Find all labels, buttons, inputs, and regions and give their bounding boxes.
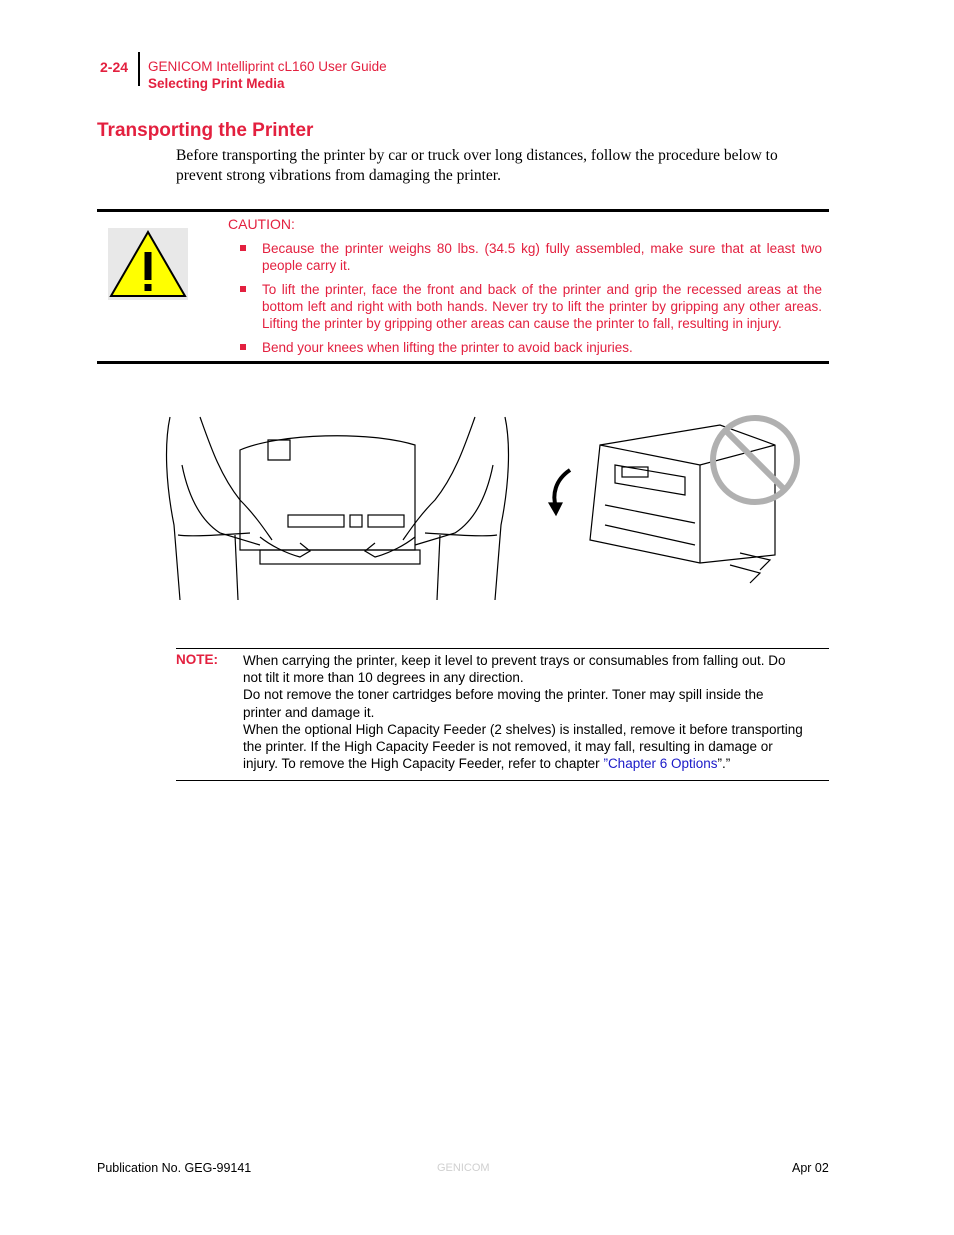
caution-item-text: Because the printer weighs 80 lbs. (34.5 kg) fully assembled, make sure that at least two people carry it. xyxy=(262,241,822,273)
caution-item-text: Bend your knees when lifting the printer to avoid back injuries. xyxy=(262,340,633,355)
publication-number: Publication No. GEG-99141 xyxy=(97,1161,252,1175)
caution-label: CAUTION: xyxy=(228,216,295,232)
note-line xyxy=(243,721,803,773)
bullet-square-icon xyxy=(240,286,246,292)
caution-item-text: To lift the printer, face the front and back of the printer and grip the recessed areas at the bottom left and right with both hands. Never try to lift the printer by gripping any other areas. Lifting the printer by gripping other areas can cause the printer to fall, resulting in injury. xyxy=(262,282,822,331)
note-text: When the optional High Capacity Feeder (2 shelves) is installed, remove it before transporting the printer. If the High Capacity Feeder is not removed, it may fall, resulting in damage or injury. To remove the High Capacity Feeder, refer to chapter xyxy=(243,721,803,772)
link-quote: ” xyxy=(603,756,608,772)
caution-top-rule xyxy=(97,209,829,212)
note-label: NOTE: xyxy=(176,652,218,667)
footer-brand: GENICOM xyxy=(437,1162,490,1174)
note-bottom-rule xyxy=(176,780,829,781)
caution-list xyxy=(238,240,822,363)
person-right-illustration xyxy=(365,417,508,600)
bullet-square-icon xyxy=(240,344,246,350)
caution-item xyxy=(238,281,822,332)
prohibited-sign-icon xyxy=(713,418,797,502)
header-divider xyxy=(138,52,140,86)
warning-triangle-icon xyxy=(108,228,188,300)
caution-item xyxy=(238,240,822,274)
person-left-illustration xyxy=(167,417,310,600)
intro-paragraph: Before transporting the printer by car or truck over long distances, follow the procedure below to prevent strong vibrations from damaging the printer. xyxy=(176,147,778,184)
tilt-arrow-icon xyxy=(549,470,570,515)
printer-front-illustration xyxy=(240,436,420,564)
note-text: ”.” xyxy=(717,756,731,772)
bullet-square-icon xyxy=(240,245,246,251)
caution-item xyxy=(238,339,822,356)
section-name: Selecting Print Media xyxy=(148,76,285,91)
publication-date: Apr 02 xyxy=(792,1161,829,1175)
note-line: Do not remove the toner cartridges before moving the printer. Toner may spill inside the printer and damage it. xyxy=(243,687,764,720)
note-top-rule xyxy=(176,648,829,649)
page-title: Transporting the Printer xyxy=(97,120,314,141)
carrying-illustration xyxy=(160,405,820,610)
note-body xyxy=(243,652,803,772)
guide-title: GENICOM Intelliprint cL160 User Guide xyxy=(148,59,387,74)
chapter-options-link[interactable]: Chapter 6 Options xyxy=(607,756,718,772)
page-number: 2-24 xyxy=(100,59,129,75)
caution-bottom-rule xyxy=(97,361,829,364)
note-line: When carrying the printer, keep it level to prevent trays or consumables from falling out. Do not tilt it more than 10 degrees in any direction. xyxy=(243,653,786,686)
